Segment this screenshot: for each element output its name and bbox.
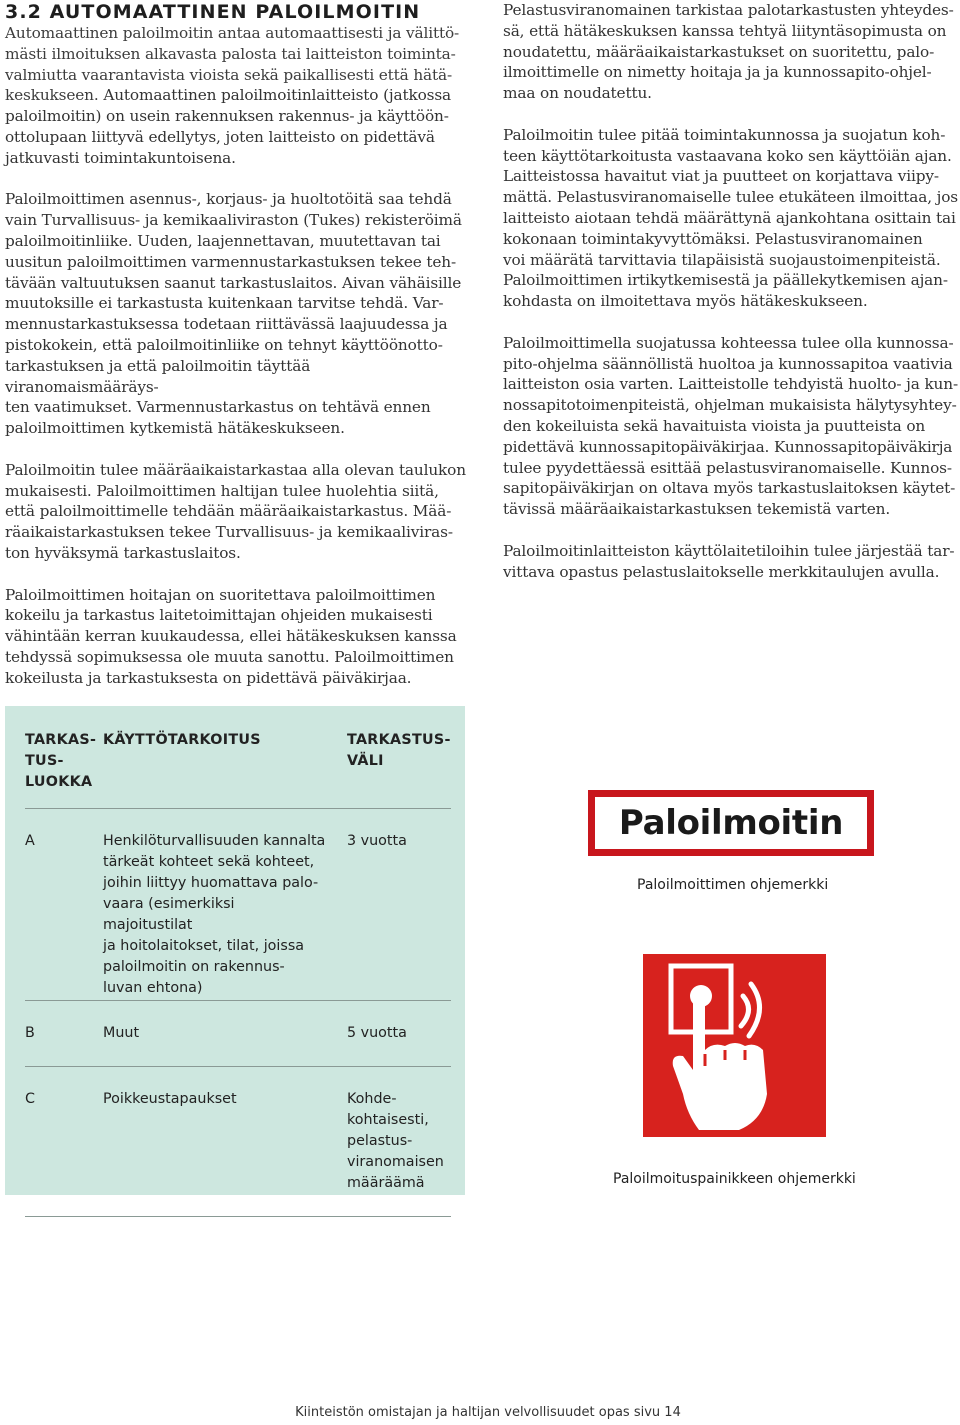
text-line: räaikaistarkastuksen tekee Turvallisuus- ja kemikaaliviras-	[5, 523, 453, 542]
left-column	[5, 0, 467, 709]
header-interval	[347, 730, 457, 772]
paloilmoitin-sign-text: Paloilmoitin	[595, 797, 867, 849]
text-line: mennustarkastuksessa todetaan riittävässä laajuudessa ja	[5, 315, 448, 334]
row-interval-line: 5 vuotta	[347, 1025, 407, 1041]
text-line: maa on noudatettu.	[503, 84, 652, 103]
sign2-caption: Paloilmoituspainikkeen ohjemerkki	[613, 1171, 856, 1187]
text-line: tävissä määräaikaistarkastuksen tekemistä varten.	[503, 500, 891, 519]
text-line: sapitopäiväkirjan on oltava myös tarkastuslaitoksen käytet-	[503, 479, 956, 498]
intro-lead-end: keskukseen.	[5, 86, 99, 105]
text-line: mukaisesti. Paloilmoittimen haltijan tulee huolehtia siitä,	[5, 481, 439, 500]
row-purpose	[103, 831, 328, 999]
text-line: Paloilmoittimella suojatussa kohteessa tulee olla kunnossa-	[503, 333, 954, 352]
text-line: paloilmoittimen kytkemistä hätäkeskukseen.	[5, 419, 345, 438]
text-line: ten vaatimukset. Varmennustarkastus on tehtävä ennen	[5, 398, 431, 417]
row-interval	[347, 1089, 451, 1194]
text-line: laitteisto aiotaan tehdä määrättynä ajankohtana osittain tai	[503, 208, 956, 227]
row-purpose	[103, 1089, 328, 1110]
intro-line: mästi ilmoituksen alkavasta palosta tai laitteiston toiminta-	[5, 44, 456, 63]
header-interval-line: VÄLI	[347, 753, 384, 769]
inspection-interval-table	[5, 706, 465, 1195]
paragraph	[503, 125, 958, 312]
text-line: laitteiston osia varten. Laitteistolle tehdyistä huolto- ja kun-	[503, 375, 958, 394]
text-line: pito-ohjelma säännöllistä huoltoa ja kunnossapitoa vaativia	[503, 354, 953, 373]
intro-line: ottolupaan liittyvä edellytys, joten laitteisto on pidettävä	[5, 127, 435, 146]
row-interval-line: 3 vuotta	[347, 833, 407, 849]
text-line: pidettävä kunnossapitopäiväkirjaa. Kunnossapitopäiväkirja	[503, 437, 953, 456]
paloilmoitin-sign	[588, 790, 874, 856]
paragraph	[5, 189, 467, 439]
table-header	[25, 730, 451, 808]
text-line: kohdasta on ilmoitettava myös hätäkeskukseen.	[503, 292, 868, 311]
text-line: teen käyttötarkoitusta vastaavana koko sen käyttöiän ajan.	[503, 146, 952, 165]
text-line: Pelastusviranomainen tarkistaa palotarkastusten yhteydes-	[503, 1, 954, 19]
intro-line: paloilmoitin) on usein rakennuksen rakennus- ja käyttöön-	[5, 107, 449, 126]
row-purpose-line: joihin liittyy huomattava palo-	[103, 875, 319, 891]
header-class	[25, 730, 95, 793]
paragraph	[503, 333, 958, 520]
paragraph	[5, 460, 467, 564]
text-line: kokonaan toimintakyvyttömäksi. Pelastusviranomainen	[503, 229, 923, 248]
header-purpose: KÄYTTÖTARKOITUS	[103, 732, 261, 748]
paragraph	[503, 0, 958, 104]
text-line: vain Turvallisuus- ja kemikaaliviraston (Tukes) rekisteröimä	[5, 211, 462, 230]
page-footer: Kiinteistön omistajan ja haltijan velvollisuudet opas sivu 14	[295, 1405, 681, 1420]
table-rows	[25, 809, 451, 1217]
text-line: Paloilmoitin tulee pitää toimintakunnossa ja suojatun koh-	[503, 125, 946, 144]
row-interval-line: määräämä	[347, 1175, 425, 1191]
row-class: A	[25, 833, 35, 849]
text-line: Paloilmoittimen hoitajan on suoritettava paloilmoittimen	[5, 585, 436, 604]
row-purpose-line: Muut	[103, 1025, 140, 1041]
table-row	[25, 1067, 451, 1216]
row-purpose-line: ja hoitolaitokset, tilat, joissa	[103, 938, 305, 954]
text-line: mättä. Pelastusviranomaiselle tulee etukäteen ilmoittaa, jos	[503, 188, 959, 207]
right-paragraphs	[503, 0, 958, 582]
header-class-line: LUOKKA	[25, 774, 93, 790]
intro-paragraph	[5, 23, 467, 169]
row-interval	[347, 831, 451, 852]
text-line: pistokokein, että paloilmoitinliike on tehnyt käyttöönotto-	[5, 335, 443, 354]
row-class: B	[25, 1025, 35, 1041]
left-paragraphs	[5, 189, 467, 688]
text-line: Paloilmoitinlaitteiston käyttölaitetiloihin tulee järjestää tar-	[503, 541, 955, 560]
text-line: vähintään kerran kuukaudessa, ellei hätäkeskuksen kanssa	[5, 627, 457, 646]
section-title: 3.2 AUTOMAATTINEN PALOILMOITIN	[5, 1, 421, 23]
text-line: paloilmoitinliike. Uuden, laajennettavan, muutettavan tai	[5, 231, 441, 250]
text-line: muutoksille ei tarkastusta kuitenkaan tarvitse tehdä. Var-	[5, 294, 444, 313]
text-line: vittava opastus pelastuslaitokselle merkkitaulujen avulla.	[503, 562, 940, 581]
text-line: Paloilmoittimen irtikytkemisestä ja päällekytkemisen ajan-	[503, 271, 948, 290]
row-purpose-line: tärkeät kohteet sekä kohteet,	[103, 854, 315, 870]
sign1-caption: Paloilmoittimen ohjemerkki	[637, 877, 829, 893]
intro-line: Automaattinen paloilmoitin antaa automaattisesti ja välittö-	[5, 24, 460, 42]
text-line: Paloilmoitin tulee määräaikaistarkastaa alla olevan taulukon	[5, 460, 466, 479]
text-line: ilmoittimelle on nimetty hoitaja ja ja kunnossapito-ohjel-	[503, 63, 932, 82]
row-class: C	[25, 1091, 35, 1107]
row-purpose-line: vaara (esimerkiksi majoitustilat	[103, 896, 235, 933]
row-interval	[347, 1023, 451, 1044]
text-line: ton hyväksymä tarkastuslaitos.	[5, 543, 241, 562]
intro-line: jatkuvasti toimintakuntoisena.	[5, 148, 236, 167]
header-class-line: TARKAS-	[25, 732, 97, 748]
table-row	[25, 1001, 451, 1066]
text-line: tulee pyydettäessä esittää pelastusviranomaiselle. Kunnos-	[503, 458, 952, 477]
text-line: kokeilu ja tarkastus laitetoimittajan ohjeiden mukaisesti	[5, 606, 433, 625]
intro-line: valmiutta vaarantavista vioista sekä paikallisesti että hätä-	[5, 65, 453, 84]
text-line: nossapitotoimenpiteistä, ohjelman mukaisista hälytysyhtey-	[503, 396, 957, 415]
header-interval-line: TARKASTUS-	[347, 732, 451, 748]
row-purpose-line: luvan ehtona)	[103, 980, 203, 996]
text-line: Paloilmoittimen asennus-, korjaus- ja huoltotöitä saa tehdä	[5, 190, 452, 209]
paragraph	[503, 541, 958, 583]
text-line: kokeilusta ja tarkastuksesta on pidettävä päiväkirjaa.	[5, 668, 412, 687]
row-purpose-line: paloilmoitin on rakennus-	[103, 959, 285, 975]
text-line: noudatettu, määräaikaistarkastukset on suoritettu, palo-	[503, 42, 935, 61]
table-divider	[25, 1216, 451, 1217]
fire-alarm-button-hand-icon	[643, 954, 826, 1137]
row-interval-line: pelastus-	[347, 1133, 413, 1149]
right-column	[503, 0, 958, 603]
row-purpose-line: Poikkeustapaukset	[103, 1091, 237, 1107]
text-line: että paloilmoittimelle tehdään määräaikaistarkastus. Mää-	[5, 502, 452, 521]
text-line: den kokeiluista sekä havaituista vioista ja puutteista on	[503, 416, 926, 435]
text-line: tehdyssä sopimuksessa ole muuta sanottu. Paloilmoittimen	[5, 647, 454, 666]
table-row	[25, 809, 451, 1000]
paragraph	[5, 585, 467, 689]
text-line: sä, että hätäkeskuksen kanssa tehtyä liityntäsopimusta on	[503, 21, 947, 40]
table-body	[25, 730, 451, 1217]
text-line: voi määrätä tarvittavia tilapäisistä suojaustoimenpiteistä.	[503, 250, 941, 269]
text-line: tarkastuksen ja että paloilmoitin täyttää viranomaismääräys-	[5, 356, 311, 396]
text-line: uusitun paloilmoittimen varmennustarkastuksen tekee teh-	[5, 252, 457, 271]
intro-continuation-start: Automaattinen paloilmoitinlaitteisto (jatkossa	[103, 86, 452, 105]
row-interval-line: viranomaisen	[347, 1154, 444, 1170]
text-line: tävään valtuutuksen saanut tarkastuslaitos. Aivan vähäisille	[5, 273, 462, 292]
header-class-line: TUS-	[25, 753, 64, 769]
row-purpose-line: Henkilöturvallisuuden kannalta	[103, 833, 326, 849]
row-interval-line: Kohde-	[347, 1091, 397, 1107]
row-interval-line: kohtaisesti,	[347, 1112, 429, 1128]
row-purpose	[103, 1023, 328, 1044]
text-line: Laitteistossa havaitut viat ja puutteet on korjattava viipy-	[503, 167, 939, 186]
intro-line-mixed	[5, 85, 467, 106]
